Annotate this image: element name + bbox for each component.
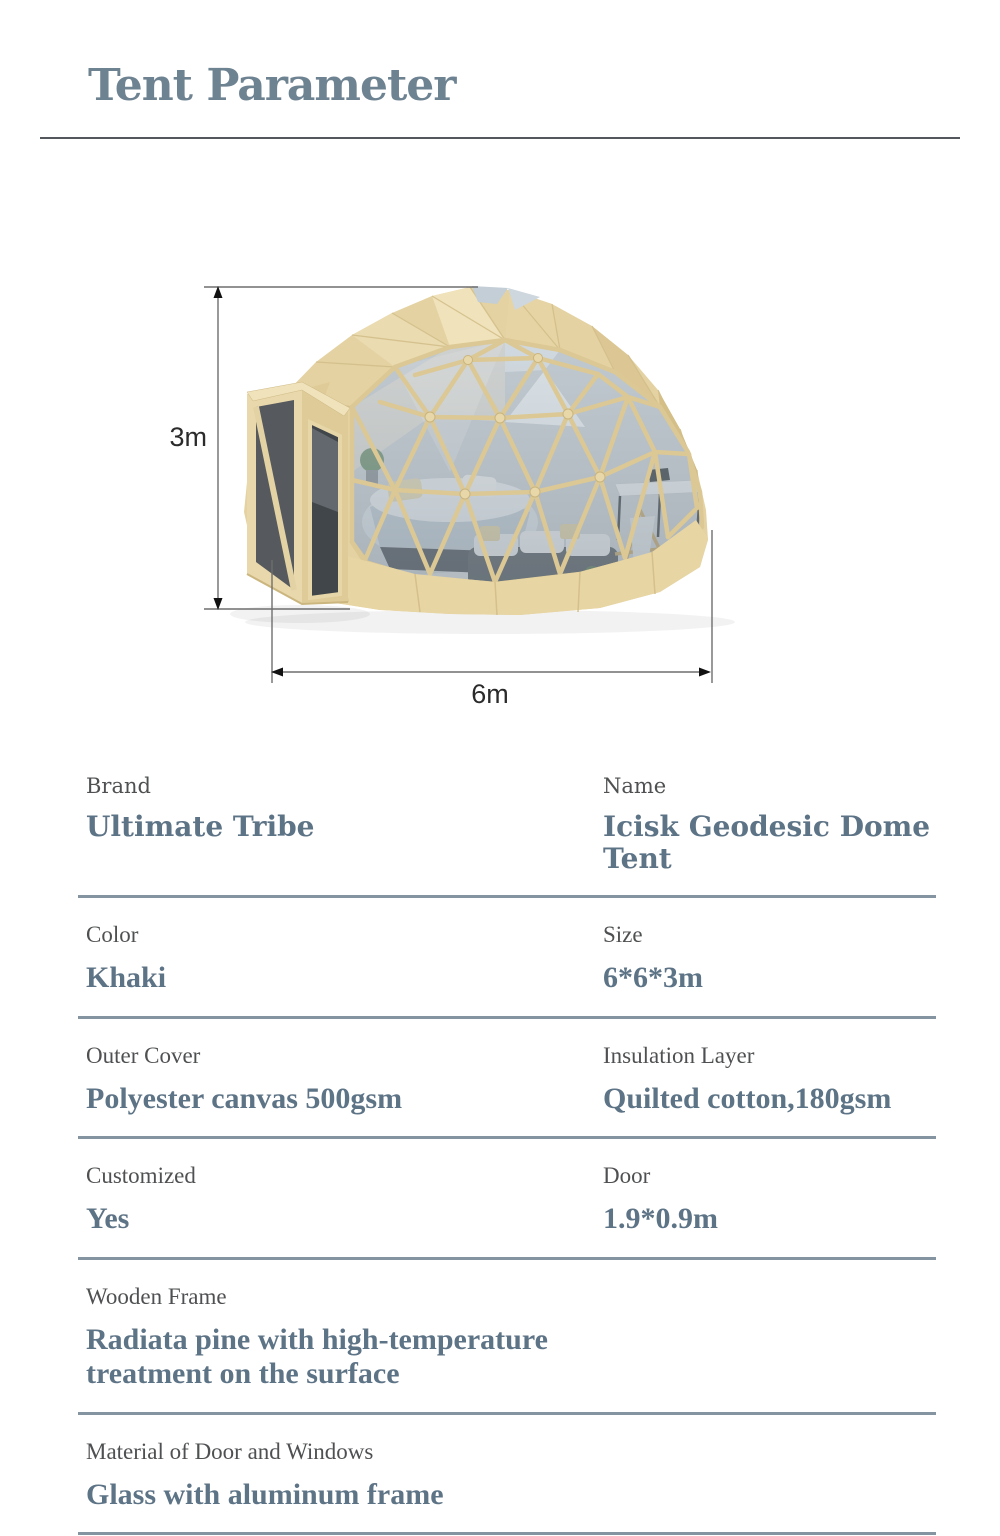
- param-label: Outer Cover: [86, 1042, 201, 1068]
- param-value: Khaki: [86, 961, 167, 995]
- param-cell: [595, 922, 936, 996]
- param-row-wooden-frame: [78, 1260, 936, 1415]
- param-value: 6*6*3m: [603, 961, 703, 995]
- param-cell: [78, 1043, 595, 1117]
- door-vestibule: [247, 382, 350, 604]
- param-label: Size: [603, 922, 643, 948]
- param-cell: [595, 1163, 936, 1237]
- param-row-color-size: [78, 898, 936, 1019]
- param-label: Name: [603, 774, 667, 798]
- param-value: Glass with aluminum frame: [86, 1477, 444, 1511]
- param-value: Quilted cotton,180gsm: [603, 1081, 892, 1115]
- param-value: 1.9*0.9m: [603, 1202, 718, 1236]
- param-row-brand-name: [78, 750, 936, 898]
- param-cell: [78, 1439, 936, 1513]
- param-cell: [78, 922, 595, 996]
- height-dimension-label: 3m: [169, 422, 207, 452]
- param-cell: [595, 1043, 936, 1117]
- param-cell: [595, 774, 936, 875]
- param-label: Color: [86, 922, 139, 948]
- param-value: Ultimate Tribe: [86, 810, 315, 843]
- tent-diagram-figure: [0, 222, 1000, 722]
- width-dimension-label: 6m: [471, 679, 509, 709]
- param-value: Yes: [86, 1202, 130, 1236]
- param-cell: [78, 1284, 936, 1392]
- param-value: Polyester canvas 500gsm: [86, 1081, 403, 1115]
- param-row-door-window-material: [78, 1415, 936, 1536]
- param-value: Icisk Geodesic Dome Tent: [603, 810, 931, 876]
- param-label: Material of Door and Windows: [86, 1438, 374, 1464]
- page-title: Tent Parameter: [88, 60, 456, 111]
- param-cell: [78, 774, 595, 875]
- param-value: Radiata pine with high-temperature treatment on the surface: [86, 1322, 548, 1391]
- param-row-cover-insulation: [78, 1019, 936, 1140]
- title-divider: [40, 137, 960, 139]
- parameter-table: [78, 750, 936, 1535]
- param-label: Door: [603, 1163, 651, 1189]
- param-label: Insulation Layer: [603, 1042, 755, 1068]
- param-cell: [78, 1163, 595, 1237]
- param-row-customized-door: [78, 1139, 936, 1260]
- param-label: Wooden Frame: [86, 1283, 227, 1309]
- tent-diagram-svg: [0, 222, 1000, 722]
- param-label: Brand: [86, 774, 151, 798]
- param-label: Customized: [86, 1163, 196, 1189]
